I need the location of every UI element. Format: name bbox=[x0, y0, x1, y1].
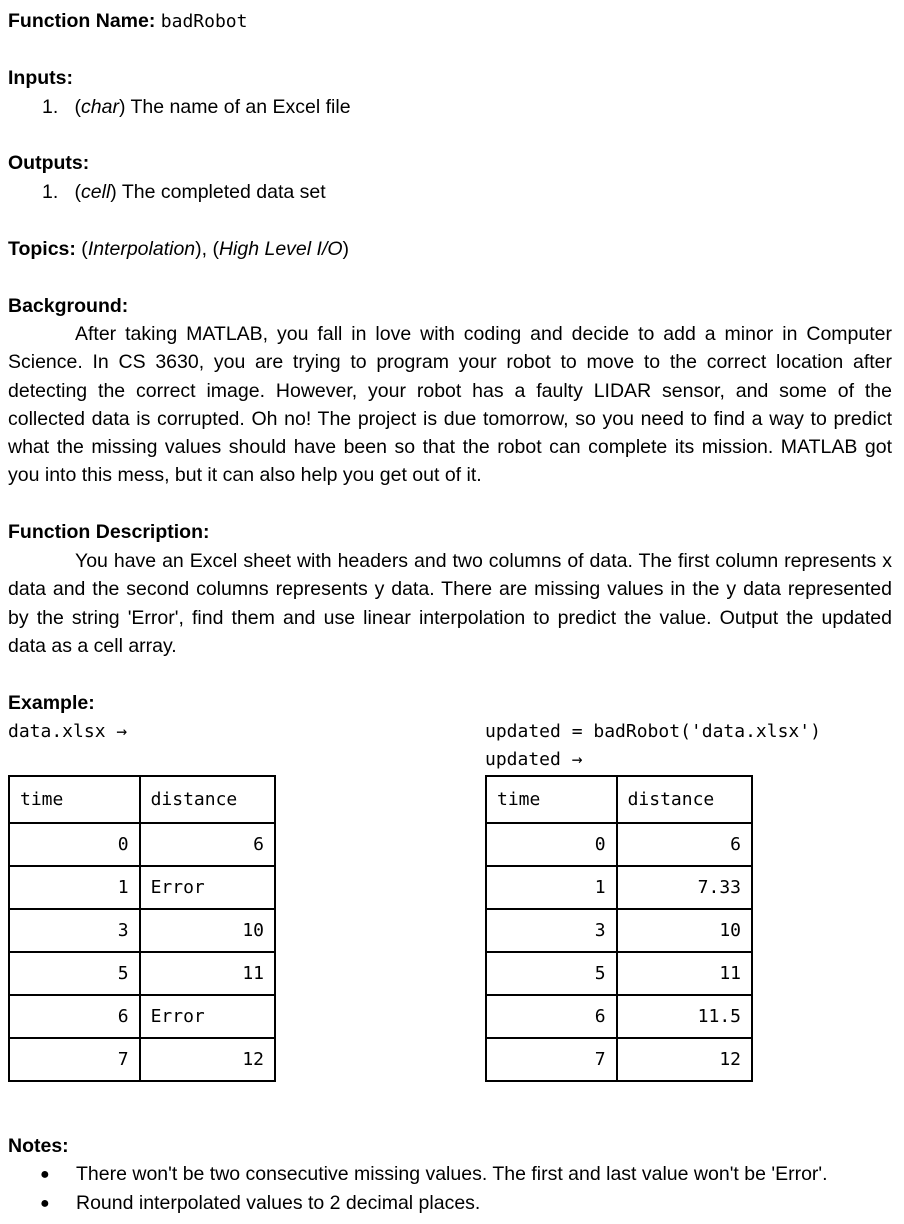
table-cell: 7 bbox=[9, 1038, 140, 1081]
topic-item: Interpolation bbox=[87, 238, 196, 260]
inputs-item-number: 1. bbox=[42, 96, 59, 118]
table-cell: 10 bbox=[140, 909, 275, 952]
table-row bbox=[486, 995, 752, 1038]
inputs-item-type: char bbox=[81, 96, 119, 118]
output-data-table bbox=[485, 775, 753, 1082]
notes-heading bbox=[8, 1135, 69, 1158]
background-paragraph bbox=[8, 320, 892, 490]
table-cell: 6 bbox=[140, 823, 275, 866]
table-row bbox=[486, 1038, 752, 1081]
table-row bbox=[9, 823, 275, 866]
table-cell: 7.33 bbox=[617, 866, 752, 909]
table-cell: 7 bbox=[486, 1038, 617, 1081]
table-cell: 3 bbox=[9, 909, 140, 952]
topics-label: Topics: bbox=[8, 238, 76, 260]
function-name-line bbox=[8, 10, 247, 33]
table-cell: 5 bbox=[486, 952, 617, 995]
table-cell: 6 bbox=[617, 823, 752, 866]
background-heading bbox=[8, 295, 128, 318]
outputs-heading bbox=[8, 152, 89, 175]
outputs-item-type: cell bbox=[81, 181, 111, 203]
table-row bbox=[486, 952, 752, 995]
table-header-row bbox=[9, 776, 275, 823]
table-row bbox=[9, 909, 275, 952]
note-text: Round interpolated values to 2 decimal places. bbox=[76, 1192, 481, 1214]
table-cell: Error bbox=[140, 866, 275, 909]
table-cell: 0 bbox=[9, 823, 140, 866]
table-cell: 12 bbox=[140, 1038, 275, 1081]
table-row bbox=[9, 866, 275, 909]
description-heading bbox=[8, 521, 210, 544]
table-cell: 11 bbox=[140, 952, 275, 995]
table-header-cell: time bbox=[9, 776, 140, 823]
bullet-icon: ● bbox=[40, 1195, 50, 1212]
inputs-item: 1. (char) The name of an Excel file bbox=[42, 96, 351, 118]
topics-line: Topics: (Interpolation), (High Level I/O) bbox=[8, 238, 350, 260]
outputs-item-number: 1. bbox=[42, 181, 59, 203]
table-row bbox=[486, 823, 752, 866]
table-cell: 11.5 bbox=[617, 995, 752, 1038]
table-header-row bbox=[486, 776, 752, 823]
table-cell: 10 bbox=[617, 909, 752, 952]
function-name-label: Function Name: bbox=[8, 10, 156, 32]
table-header-cell: distance bbox=[140, 776, 275, 823]
table-row bbox=[9, 1038, 275, 1081]
table-cell: 1 bbox=[486, 866, 617, 909]
inputs-heading-text: Inputs: bbox=[8, 67, 73, 89]
example-input-label: data.xlsx → bbox=[8, 721, 128, 742]
table-cell: 5 bbox=[9, 952, 140, 995]
note-text: There won't be two consecutive missing values. The first and last value won't be 'Error'. bbox=[76, 1163, 828, 1185]
outputs-heading-text: Outputs: bbox=[8, 152, 90, 174]
description-heading-text: Function Description: bbox=[8, 521, 210, 543]
table-header-cell: time bbox=[486, 776, 617, 823]
example-call: updated = badRobot('data.xlsx') bbox=[485, 721, 821, 742]
example-heading bbox=[8, 692, 95, 715]
table-cell: Error bbox=[140, 995, 275, 1038]
inputs-heading bbox=[8, 67, 73, 90]
table-cell: 1 bbox=[9, 866, 140, 909]
table-cell: 12 bbox=[617, 1038, 752, 1081]
list-item bbox=[38, 1189, 828, 1218]
table-row bbox=[9, 952, 275, 995]
table-row bbox=[486, 866, 752, 909]
table-cell: 3 bbox=[486, 909, 617, 952]
table-cell: 6 bbox=[486, 995, 617, 1038]
table-cell: 6 bbox=[9, 995, 140, 1038]
inputs-item-text: The name of an Excel file bbox=[125, 96, 351, 118]
background-text: After taking MATLAB, you fall in love with coding and decide to add a minor in Computer Science. In CS 3630, you are trying to program your robot to move to the correct location after detecting the correct image. However, your robot has a faulty LIDAR sensor, and some of the collected data is corrupted. Oh no! The project is due tomorrow, so you need to find a way to predict what the missing values should have been so that the robot can complete its mission. MATLAB got you into this mess, but it can also help you get out of it. bbox=[8, 323, 892, 487]
table-cell: 11 bbox=[617, 952, 752, 995]
example-heading-text: Example: bbox=[8, 692, 95, 714]
outputs-item: 1. (cell) The completed data set bbox=[42, 181, 326, 203]
table-header-cell: distance bbox=[617, 776, 752, 823]
example-output-label: updated → bbox=[485, 749, 583, 770]
table-cell: 0 bbox=[486, 823, 617, 866]
topic-item: High Level I/O bbox=[218, 238, 343, 260]
input-data-table bbox=[8, 775, 276, 1082]
background-heading-text: Background: bbox=[8, 295, 129, 317]
notes-list bbox=[38, 1160, 828, 1218]
notes-heading-text: Notes: bbox=[8, 1135, 69, 1157]
description-paragraph bbox=[8, 547, 892, 660]
list-item bbox=[38, 1160, 828, 1189]
function-name-value: badRobot bbox=[160, 11, 248, 32]
table-row bbox=[486, 909, 752, 952]
bullet-icon: ● bbox=[40, 1166, 50, 1183]
description-text: You have an Excel sheet with headers and two columns of data. The first column represents x data and the second columns represents y data. There are missing values in the y data represented by the string 'Error', find them and use linear interpolation to predict the value. Output the updated data as a cell array. bbox=[8, 550, 892, 657]
table-row bbox=[9, 995, 275, 1038]
outputs-item-text: The completed data set bbox=[116, 181, 326, 203]
